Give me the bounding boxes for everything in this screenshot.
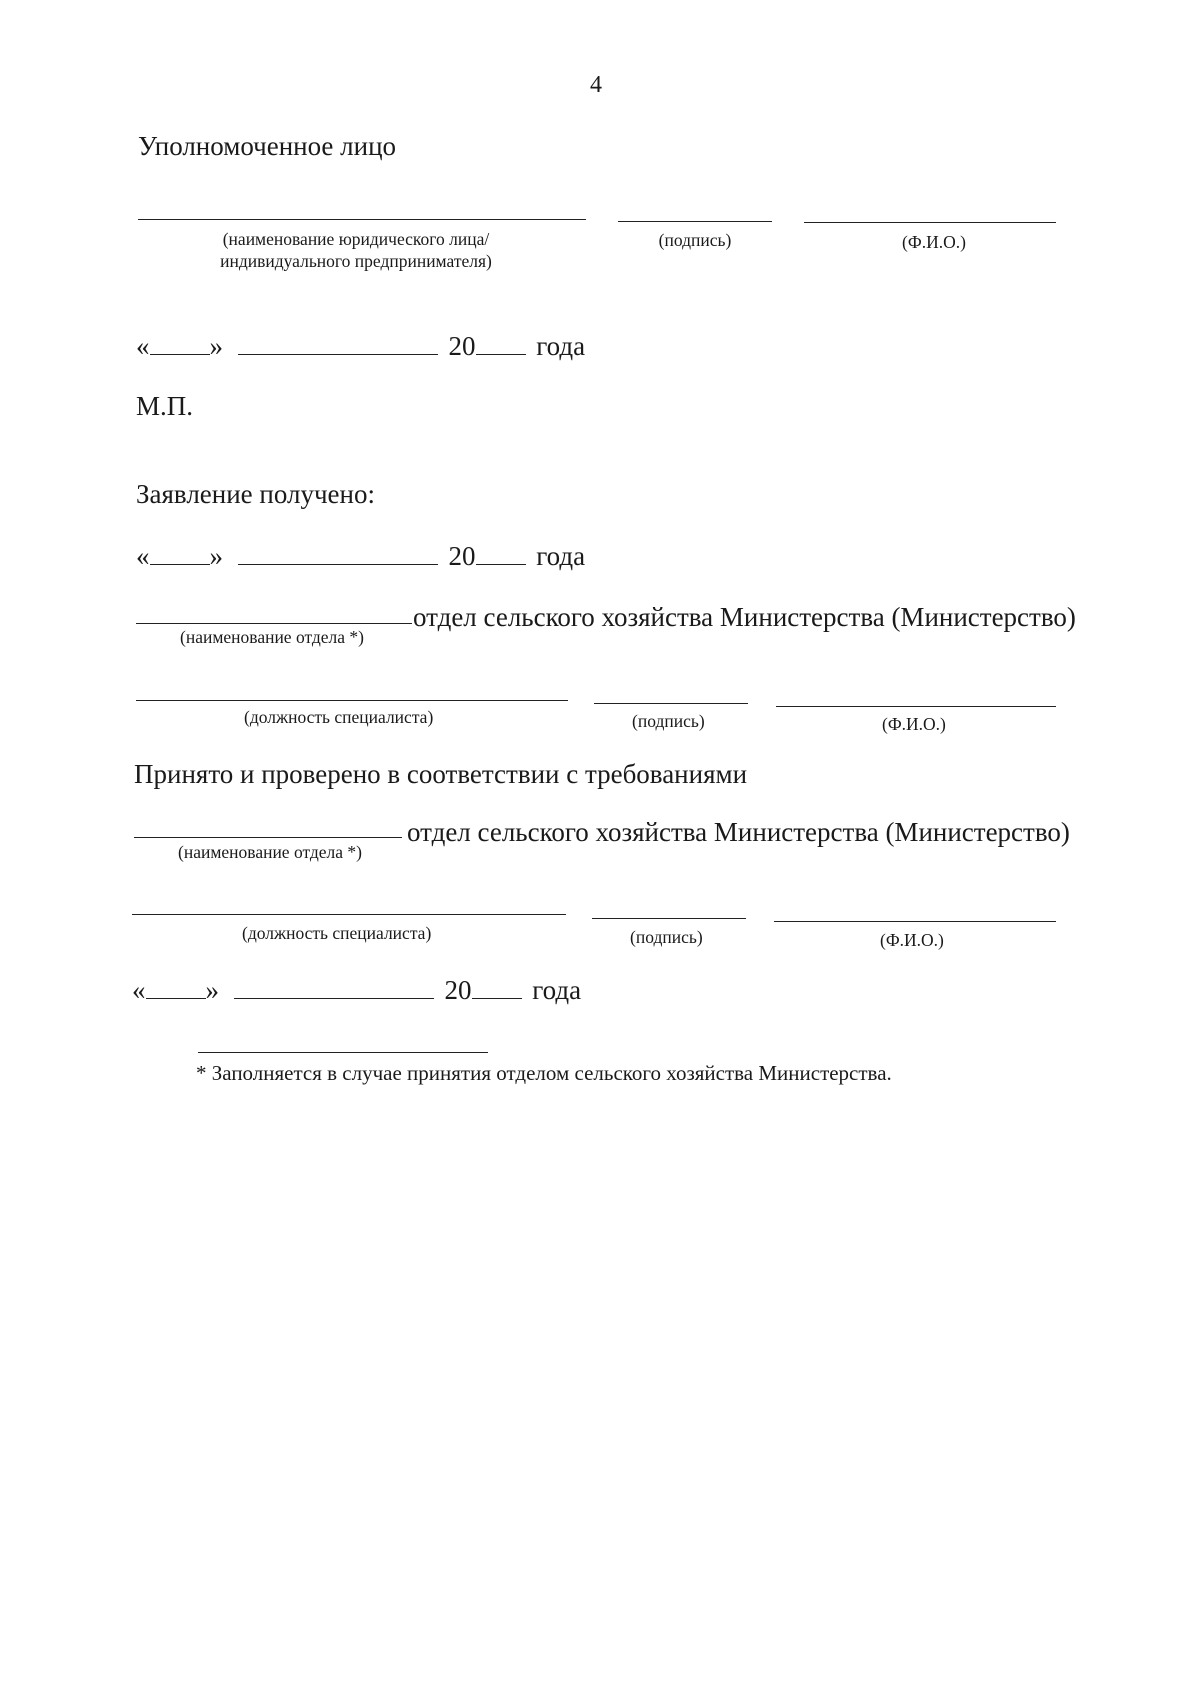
received-department-text: отдел сельского хозяйства Министерства (Министерство) — [413, 602, 1076, 632]
received-heading: Заявление получено: — [136, 479, 375, 509]
accepted-signature-caption: (подпись) — [630, 927, 703, 947]
received-signature-line[interactable] — [594, 703, 748, 704]
authorized-signature-line[interactable] — [618, 221, 772, 222]
date-suffix: года — [532, 975, 582, 1005]
date-year-blank[interactable] — [476, 544, 526, 565]
date-month-blank[interactable] — [234, 978, 434, 999]
authorized-fio-line[interactable] — [804, 222, 1056, 223]
authorized-fio-caption: (Ф.И.О.) — [902, 232, 966, 252]
date-close-quote: » — [205, 975, 219, 1005]
received-department-line[interactable] — [136, 623, 412, 624]
received-date-row — [136, 540, 585, 572]
date-open-quote: « — [136, 541, 150, 571]
legal-entity-caption — [138, 228, 574, 272]
received-position-line[interactable] — [136, 700, 568, 701]
date-suffix: года — [536, 331, 586, 361]
date-day-blank[interactable] — [150, 544, 210, 565]
accepted-department-text: отдел сельского хозяйства Министерства (Министерство) — [407, 817, 1070, 847]
accepted-position-line[interactable] — [132, 914, 566, 915]
received-position-caption: (должность специалиста) — [244, 707, 434, 727]
accepted-signature-line[interactable] — [592, 918, 746, 919]
accepted-position-caption: (должность специалиста) — [242, 923, 432, 943]
date-close-quote: » — [209, 541, 223, 571]
accepted-department-line[interactable] — [134, 837, 402, 838]
date-year-prefix: 20 — [448, 331, 476, 361]
date-day-blank[interactable] — [146, 978, 206, 999]
accepted-fio-line[interactable] — [774, 921, 1056, 922]
footnote-separator — [198, 1052, 488, 1053]
date-open-quote: « — [132, 975, 146, 1005]
date-open-quote: « — [136, 331, 150, 361]
accepted-department-caption: (наименование отдела *) — [178, 842, 363, 862]
received-fio-caption: (Ф.И.О.) — [882, 714, 946, 734]
date-close-quote: » — [209, 331, 223, 361]
accepted-date-row — [132, 974, 581, 1006]
page-number: 4 — [590, 72, 602, 98]
footnote-text: * Заполняется в случае принятия отделом сельского хозяйства Министерства. — [196, 1061, 892, 1085]
legal-entity-caption-line-2: индивидуального предпринимателя) — [220, 251, 492, 271]
date-suffix: года — [536, 541, 586, 571]
date-year-prefix: 20 — [444, 975, 472, 1005]
date-year-blank[interactable] — [472, 978, 522, 999]
date-month-blank[interactable] — [238, 544, 438, 565]
accepted-heading: Принято и проверено в соответствии с требованиями — [134, 759, 748, 789]
authorized-date-row — [136, 330, 585, 362]
seal-mark: М.П. — [136, 391, 194, 421]
legal-entity-name-line[interactable] — [138, 219, 586, 220]
date-year-blank[interactable] — [476, 334, 526, 355]
received-fio-line[interactable] — [776, 706, 1056, 707]
received-signature-caption: (подпись) — [632, 711, 705, 731]
accepted-fio-caption: (Ф.И.О.) — [880, 930, 944, 950]
authorized-person-heading: Уполномоченное лицо — [138, 131, 397, 161]
legal-entity-caption-line-1: (наименование юридического лица/ — [222, 229, 490, 249]
authorized-signature-caption: (подпись) — [658, 230, 732, 250]
received-department-caption: (наименование отдела *) — [180, 627, 365, 647]
date-day-blank[interactable] — [150, 334, 210, 355]
date-month-blank[interactable] — [238, 334, 438, 355]
date-year-prefix: 20 — [448, 541, 476, 571]
